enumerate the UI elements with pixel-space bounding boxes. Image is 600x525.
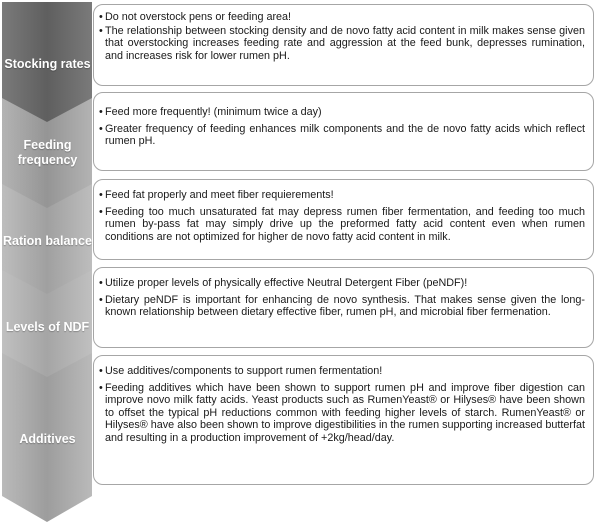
feeding-frequency-body: • Greater frequency of feeding enhances milk components and the de novo fatty acids which reflect rumen pH. [99,123,585,148]
additives-body: • Feeding additives which have been shown to support rumen pH and improve fiber digestion can improve novo milk fatty acids. Yeast products such as RumenYeast® or Hilyses® have been shown to offset the typical pH reductions common with feeding higher levels of starch. RumenYeast® or Hilyses® have also been shown to improve digestibilities in the rumen supporting increased butterfat and resulting in a production improvement of +2kg/head/day. [99,382,585,445]
levels-of-ndf-label: Levels of NDF [5,319,90,334]
stocking-rates-card [93,4,594,86]
feeding-frequency-label: Feeding frequency [17,138,78,167]
levels-of-ndf-card [93,267,594,348]
levels-of-ndf-body: • Dietary peNDF is important for enhancing de novo synthesis. That makes sense given the long-known relationship between dietary effective fiber, rumen pH, and microbial fiber fermenation. [99,294,585,319]
additives-lead: • Use additives/components to support rumen fermentation! [99,365,585,378]
ration-balance-body: • Feeding too much unsaturated fat may depress rumen fiber fermentation, and feeding too much rumen by-pass fat may simply drive up the preformed fatty acid content even when rumen conditions are not optimized for higher de novo fatty acid content in milk. [99,206,585,244]
stocking-rates-body: • The relationship between stocking density and de novo fatty acid content in milk makes sense given that overstocking increases feeding rate and aggression at the feed bunk, depresses rumination, and increases risk for lower rumen pH. [99,25,585,63]
feeding-frequency-lead: • Feed more frequently! (minimum twice a day) [99,106,585,119]
feeding-frequency-card [93,92,594,171]
stocking-rates-label: Stocking rates [4,56,91,71]
stocking-rates-lead: • Do not overstock pens or feeding area! [99,11,585,24]
additives-card [93,355,594,485]
additives-label: Additives [19,431,76,446]
levels-of-ndf-lead: • Utilize proper levels of physically effective Neutral Detergent Fiber (peNDF)! [99,277,585,290]
ration-balance-card [93,179,594,260]
ration-balance-label: Ration balance [3,233,92,248]
ration-balance-lead: • Feed fat properly and meet fiber requierements! [99,189,585,202]
